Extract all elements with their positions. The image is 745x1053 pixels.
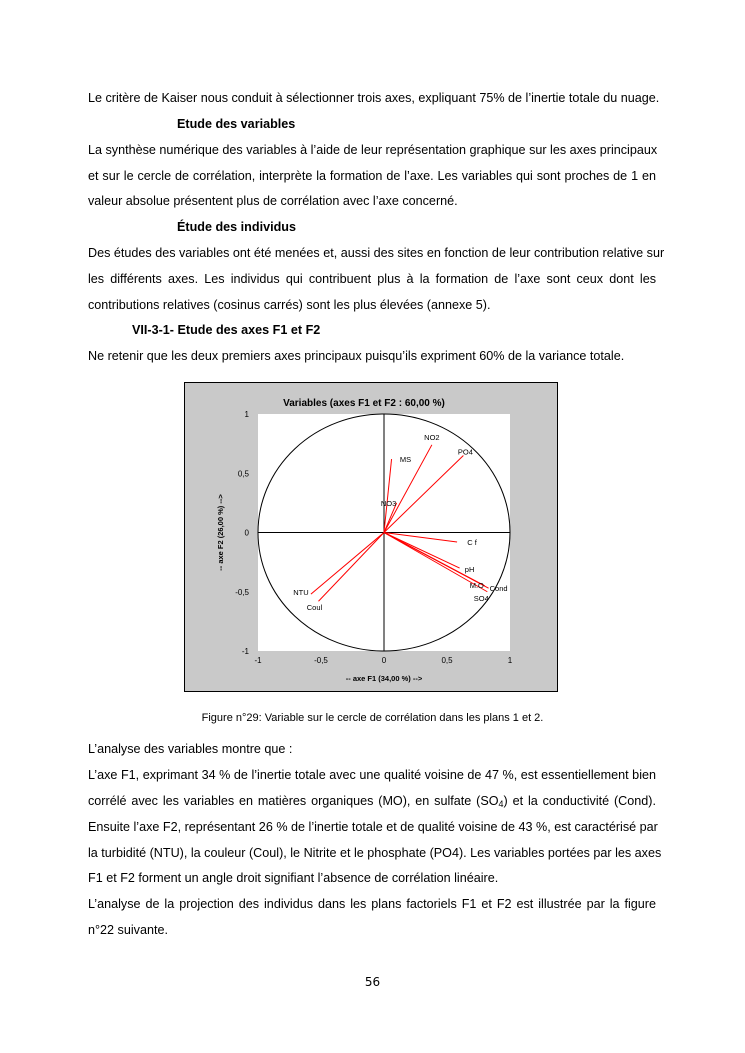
variable-label: SO4 — [473, 593, 489, 603]
sulfate-subscript: 4 — [498, 799, 504, 809]
paragraph-retenir: Ne retenir que les deux premiers axes principaux puisqu’ils expriment 60% de la variance totale. — [88, 349, 625, 363]
y-tick-label: 0 — [244, 528, 249, 538]
variable-label: NTU — [293, 588, 309, 598]
correlation-circle-figure — [184, 382, 558, 692]
paragraph-f1-l1: L’axe F1, exprimant 34 % de l’inertie totale avec une qualité voisine de 47 %, est essentiellement bien — [88, 768, 656, 782]
heading-etude-individus: Étude des individus — [177, 220, 296, 234]
paragraph-kaiser: Le critère de Kaiser nous conduit à sélectionner trois axes, expliquant 75% de l’inertie totale du nuage. — [88, 91, 660, 105]
y-tick-label: 0,5 — [237, 469, 249, 479]
y-tick-label: -1 — [241, 647, 249, 656]
variable-label: pH — [464, 565, 475, 575]
paragraph-f2-l5: F1 et F2 forment un angle droit signifiant l’absence de corrélation linéaire. — [88, 871, 499, 885]
paragraph-f1-l2-b: ) et la conductivité (Cond). — [503, 794, 656, 808]
x-tick-label: -0,5 — [314, 656, 328, 665]
y-tick-label: -0,5 — [235, 587, 249, 597]
variable-label: PO4 — [457, 447, 473, 457]
variable-label: Cond — [489, 584, 508, 594]
x-tick-label: 0 — [381, 656, 387, 665]
paragraph-projection-l1: L’analyse de la projection des individus dans les plans factoriels F1 et F2 est illustrée par la figure — [88, 897, 656, 911]
paragraph-individus-l3: contributions relatives (cosinus carrés) sont les plus élevées (annexe 5). — [88, 298, 491, 312]
y-tick-label: 1 — [244, 410, 249, 419]
x-tick-label: -1 — [254, 656, 262, 665]
paragraph-f1-l2 — [88, 793, 656, 812]
paragraph-f2-l4: la turbidité (NTU), la couleur (Coul), le Nitrite et le phosphate (PO4). Les variables portées par les axes — [88, 846, 662, 860]
paragraph-f1-l2-a: corrélé avec les variables en matières organiques (MO), en sulfate (SO — [88, 794, 499, 808]
figure-caption: Figure n°29: Variable sur le cercle de corrélation dans les plans 1 et 2. — [201, 712, 544, 724]
paragraph-individus-l1: Des études des variables ont été menées et, aussi des sites en fonction de leur contribution relative sur — [88, 246, 665, 260]
x-tick-label: 0,5 — [441, 656, 453, 665]
paragraph-projection-l2: n°22 suivante. — [88, 923, 168, 937]
variable-label: MS — [399, 455, 412, 465]
paragraph-individus-l2: les différents axes. Les individus qui contribuent plus à la formation de l’axe sont ceux dont les — [88, 272, 656, 286]
variable-label: Coul — [306, 603, 323, 613]
section-heading: VII-3-1- Etude des axes F1 et F2 — [132, 323, 321, 337]
variable-label: M.O — [469, 580, 484, 590]
correlation-chart — [185, 383, 559, 693]
x-tick-label: 1 — [507, 656, 513, 665]
paragraph-variables-l2: et sur le cercle de corrélation, interprète la formation de l’axe. Les variables qui sont proches de 1 en — [88, 169, 656, 183]
chart-title: Variables (axes F1 et F2 : 60,00 %) — [283, 398, 445, 409]
paragraph-analyse-intro: L’analyse des variables montre que : — [88, 742, 293, 756]
paragraph-f2-l3: Ensuite l’axe F2, représentant 26 % de l’inertie totale et de qualité voisine de 43 %, est caractérisé par — [88, 820, 658, 834]
heading-etude-variables: Etude des variables — [177, 117, 296, 131]
paragraph-variables-l3: valeur absolue présentent plus de corrélation avec l’axe concerné. — [88, 194, 458, 208]
variable-label: NO2 — [424, 432, 440, 442]
paragraph-variables-l1: La synthèse numérique des variables à l’aide de leur représentation graphique sur les axes principaux — [88, 143, 658, 157]
variable-label: NO3 — [380, 498, 397, 508]
variable-label: C f — [467, 537, 477, 547]
page-number: 56 — [364, 975, 381, 989]
x-axis-label: -- axe F1 (34,00 %) --> — [345, 674, 423, 683]
y-axis-label: -- axe F2 (26,00 %) --> — [216, 494, 225, 571]
